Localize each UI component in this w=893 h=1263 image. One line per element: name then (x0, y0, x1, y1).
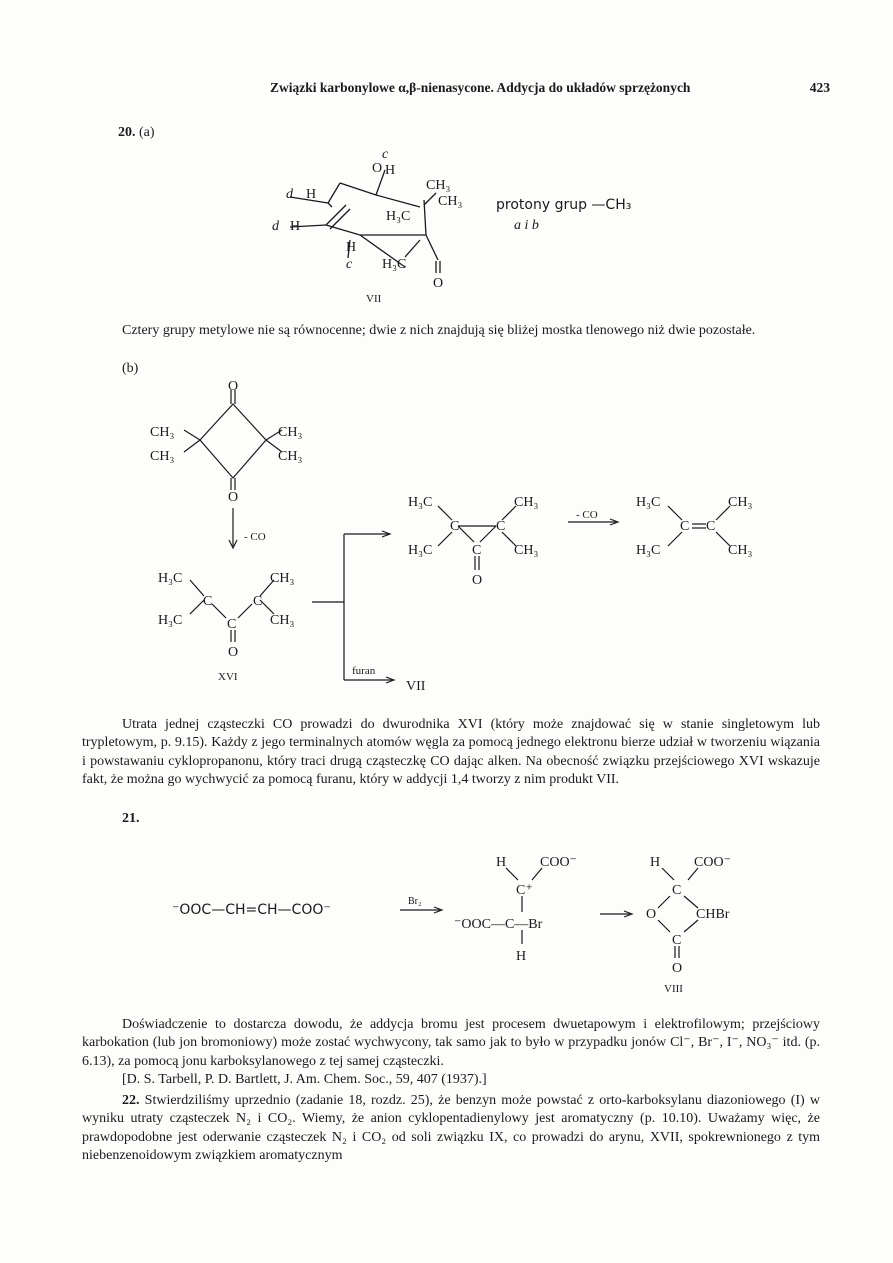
furan-label: furan (352, 665, 376, 677)
atom-label: C (672, 883, 682, 898)
branch-arrows (312, 519, 618, 683)
reagent-br2: Br₂ (408, 896, 422, 907)
product-viii-name: VIII (664, 983, 683, 995)
atom-label: H (290, 219, 301, 234)
atom-label: C (450, 519, 460, 534)
atom-label: H (650, 855, 661, 870)
problem-20-label: 20. (118, 125, 136, 140)
atom-label: O (646, 907, 657, 922)
running-title: Związki karbonylowe α,β-nienasycone. Addycja do układów sprzężonych (270, 80, 691, 95)
atom-label: CH₃ (150, 449, 175, 464)
diradical-bonds (190, 580, 274, 642)
atom-label: ⁻OOC—C—Br (454, 917, 543, 932)
atom-label: c (382, 147, 389, 162)
atom-label: H (385, 163, 396, 178)
diradical-labels (158, 571, 294, 660)
atom-label: O (228, 379, 239, 394)
problem-21-label: 21. (122, 811, 140, 826)
atom-label: H (516, 949, 527, 964)
atom-label: H (496, 855, 507, 870)
arrow-label-minus-co-2: - CO (576, 509, 598, 521)
paragraph-b (82, 716, 820, 790)
atom-label: CH₃ (514, 543, 539, 558)
atom-label: COO⁻ (694, 855, 731, 870)
part-a-label: (a) (139, 125, 155, 140)
alkene-labels (636, 495, 752, 558)
structure-vii (250, 145, 632, 305)
atom-label: H₃C (636, 495, 661, 510)
atom-label: H₃C (408, 495, 433, 510)
atom-label: C (496, 519, 506, 534)
cyclobutanedione-bonds (184, 390, 282, 548)
structure-vii-name: VII (366, 293, 382, 305)
atom-label: CH₃ (728, 495, 753, 510)
atom-label: H₃C (408, 543, 433, 558)
scheme-b (140, 378, 820, 708)
atom-label: C (680, 519, 690, 534)
atom-label: H₃C (386, 209, 411, 224)
atom-label: O (433, 276, 444, 291)
paragraph-21 (82, 1016, 820, 1090)
atom-label: H (346, 240, 357, 255)
part-b-label: (b) (122, 361, 139, 376)
paragraph-22-text: Stwierdziliśmy uprzednio (zadanie 18, rozdz. 25), że benzyn może powstać z orto-karboksylanu diazoniowego (I) w wyniku utraty cząsteczek N₂ i CO₂. Wiemy, że anion cyklopentadienylowy jest aromatyczny (p. 10.10). Uważamy więc, że prawdopodobne jest oderwanie cząsteczek N₂ i CO₂ od soli związku IX, co prowadzi do arynu, XVII, spokrewnionego z tym niebenzenoidowym związkiem aromatycznym (82, 1093, 820, 1164)
paragraph-22 (82, 1092, 820, 1166)
atom-label: O (472, 573, 483, 588)
atom-label: C (706, 519, 716, 534)
atom-label: O (228, 645, 239, 660)
atom-label: C (227, 617, 237, 632)
atom-label: CH₃ (426, 178, 451, 193)
lactone-labels (646, 855, 731, 976)
atom-label: d (286, 187, 293, 202)
atom-label: CH₃ (270, 571, 295, 586)
methyl-protons-annotation: protony grup —CH₃ (496, 197, 632, 213)
atom-label: C (253, 594, 263, 609)
atom-label: H₃C (636, 543, 661, 558)
arrow-label-minus-co: - CO (244, 531, 266, 543)
cyclopropanone-bonds (438, 506, 516, 570)
diradical-name: XVI (218, 671, 238, 683)
atom-label: CH₃ (438, 194, 463, 209)
maleate-reactant: ⁻OOC—CH=CH—COO⁻ (172, 902, 331, 918)
alkene-bonds (668, 506, 730, 546)
atom-label: H₃C (158, 571, 183, 586)
carbocation-labels (454, 855, 577, 964)
paragraph-b-text: Utrata jednej cząsteczki CO prowadzi do dwurodnika XVI (który może znajdować się w stanie singletowym lub trypletowym, p. 9.15). Każdy z jego terminalnych atomów węgla za pomocą jednego elektronu bierze udział w tworzeniu wiązania i powstawaniu cyklopropanonu, który traci drugą cząsteczkę CO dając alken. Na obecność związku przejściowego XVI wskazuje fakt, że można go wychwycić za pomocą furanu, który w addycji 1,4 tworzy z nim produkt VII. (82, 717, 820, 788)
problem-20-heading (118, 124, 155, 142)
atom-label: CHBr (696, 907, 730, 922)
atom-label: COO⁻ (540, 855, 577, 870)
problem-22-label: 22. (122, 1093, 140, 1108)
page-number: 423 (809, 80, 830, 95)
atom-label: O (228, 490, 239, 505)
atom-label: C⁺ (516, 883, 533, 898)
atom-label: CH₃ (728, 543, 753, 558)
furan-product-vii: VII (406, 679, 426, 694)
atom-label: CH₃ (278, 425, 303, 440)
atom-label: H₃C (158, 613, 183, 628)
paragraph-a (82, 322, 820, 340)
atom-label: C (672, 933, 682, 948)
atom-label: CH₃ (278, 449, 303, 464)
atom-label: O (672, 961, 683, 976)
atom-label: d (272, 219, 279, 234)
atom-label: CH₃ (514, 495, 539, 510)
atom-label: O (372, 161, 383, 176)
atom-label: CH₃ (270, 613, 295, 628)
atom-label: H (306, 187, 317, 202)
structure-vii-labels (272, 147, 462, 291)
atom-label: C (472, 543, 482, 558)
scheme-21 (170, 850, 810, 990)
structure-vii-bonds (290, 170, 440, 273)
paragraph-21-text: Doświadczenie to dostarcza dowodu, że addycja bromu jest procesem dwuetapowym i elektrofilowym; przejściowy karbokation (lub jon bromoniowy) może zostać wychwycony, tak samo jak to było w przypadku jonów Cl⁻, Br⁻, I⁻, NO₃⁻ itd. (p. 6.13), za pomocą jonu karboksylanowego z tej samej cząsteczki. (82, 1017, 820, 1069)
atom-label: CH₃ (150, 425, 175, 440)
atom-label: C (203, 594, 213, 609)
atom-label: c (346, 257, 353, 272)
atom-label: H₃C (382, 257, 407, 272)
paragraph-a-text: Cztery grupy metylowe nie są równocenne; dwie z nich znajdują się bliżej mostka tlenowego niż dwie pozostałe. (122, 323, 756, 338)
citation-21: [D. S. Tarbell, P. D. Bartlett, J. Am. Chem. Soc., 59, 407 (1937).] (122, 1072, 487, 1088)
cyclobutanedione-labels (150, 379, 302, 543)
methyl-protons-groups: a i b (514, 218, 539, 233)
running-header (270, 80, 830, 96)
